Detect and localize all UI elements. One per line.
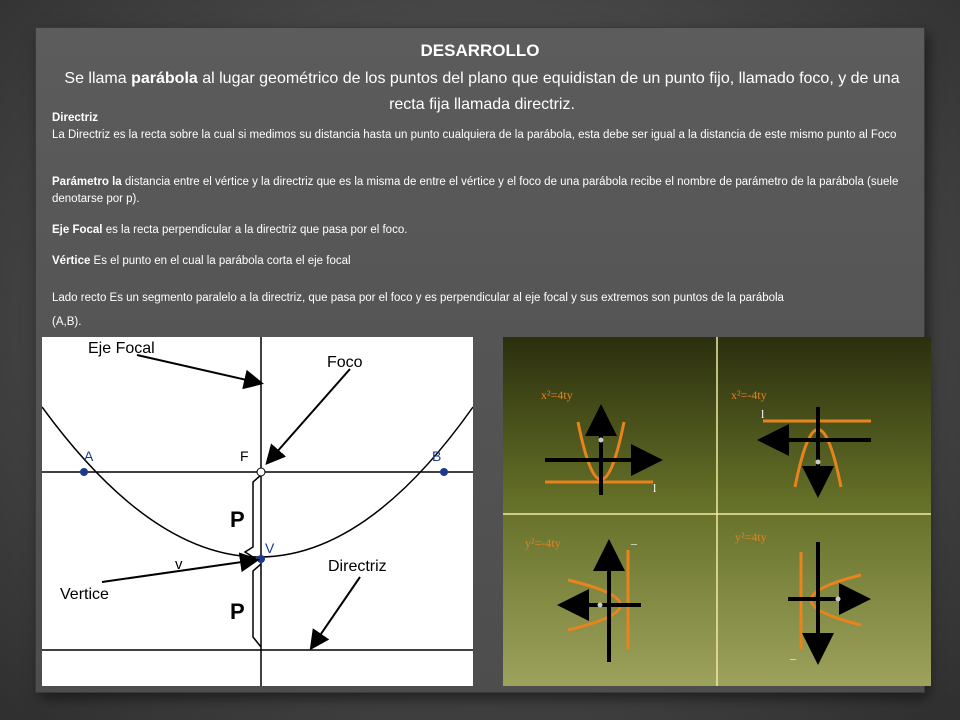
label-l1: l xyxy=(653,481,657,495)
eje-focal-arrow xyxy=(137,355,260,383)
label-b: B xyxy=(432,448,442,464)
eje-term: Eje Focal xyxy=(52,224,103,236)
parametro-term: Parámetro la xyxy=(52,176,122,188)
directriz-heading: Directriz xyxy=(52,112,99,124)
lado-block xyxy=(52,286,912,334)
p-brace-upper xyxy=(245,475,261,557)
directriz-arrow xyxy=(312,577,360,647)
label-directriz: Directriz xyxy=(328,558,387,575)
vertice-text: Es el punto en el cual la parábola corta el eje focal xyxy=(90,255,351,267)
intro-pre: Se llama xyxy=(64,70,132,87)
label-q3: y²=-4ty xyxy=(525,536,561,550)
quadrants-svg xyxy=(503,337,931,686)
eje-text: es la recta perpendicular a la directriz que pasa por el foco. xyxy=(102,224,408,236)
label-f: F xyxy=(240,448,249,464)
parametro-block xyxy=(52,174,912,208)
label-p-upper: P xyxy=(230,507,245,532)
vertice-block xyxy=(52,253,912,270)
intro-post: al lugar geométrico de los puntos del plano que equidistan de un punto fijo, llamado foco, y de una recta fija llamada directriz. xyxy=(197,70,900,113)
slide-title: DESARROLLO xyxy=(420,41,540,60)
vertice-term: Vértice xyxy=(52,255,91,267)
lado-text: Lado recto Es un segmento paralelo a la directriz, que pasa por el foco y es perpendicular al eje focal y sus extremos son puntos de la parábola xyxy=(52,292,784,304)
p-brace-lower xyxy=(253,564,261,647)
label-l3: – xyxy=(631,536,637,550)
label-l2: l xyxy=(761,407,765,421)
point-a xyxy=(80,468,88,476)
label-q1: x²=4ty xyxy=(541,388,573,402)
label-vertice: Vertice xyxy=(60,586,109,603)
parabola-diagram xyxy=(42,337,473,686)
quadrants-diagram xyxy=(503,337,931,686)
vertex-point xyxy=(257,555,265,563)
parabola-svg xyxy=(42,337,473,686)
label-q2: x²=-4ty xyxy=(731,388,767,402)
eje-block xyxy=(52,222,912,239)
label-foco: Foco xyxy=(327,354,363,371)
parabola-curve xyxy=(42,407,473,557)
directriz-block xyxy=(52,110,912,144)
point-b xyxy=(440,468,448,476)
label-eje-focal: Eje Focal xyxy=(88,340,155,357)
label-v-small: v xyxy=(175,556,183,573)
label-a: A xyxy=(84,448,94,464)
label-l4: – xyxy=(790,651,796,665)
lado-end: (A,B). xyxy=(52,316,82,328)
foco-arrow xyxy=(268,369,350,462)
label-p-lower: P xyxy=(230,599,245,624)
label-q4: y²=4ty xyxy=(735,530,767,544)
directriz-text: La Directriz es la recta sobre la cual si medimos su distancia hasta un punto cualquiera de la parábola, esta debe ser igual a la distancia de este mismo punto al Foco xyxy=(52,129,897,141)
label-v: V xyxy=(265,540,275,556)
intro-bold: parábola xyxy=(131,70,198,87)
focus-point xyxy=(257,468,265,476)
parametro-text: distancia entre el vértice y la directriz que es la misma de entre el vértice y el foco de una parábola recibe el nombre de parámetro de la parábola (suele denotarse por p). xyxy=(52,176,899,205)
